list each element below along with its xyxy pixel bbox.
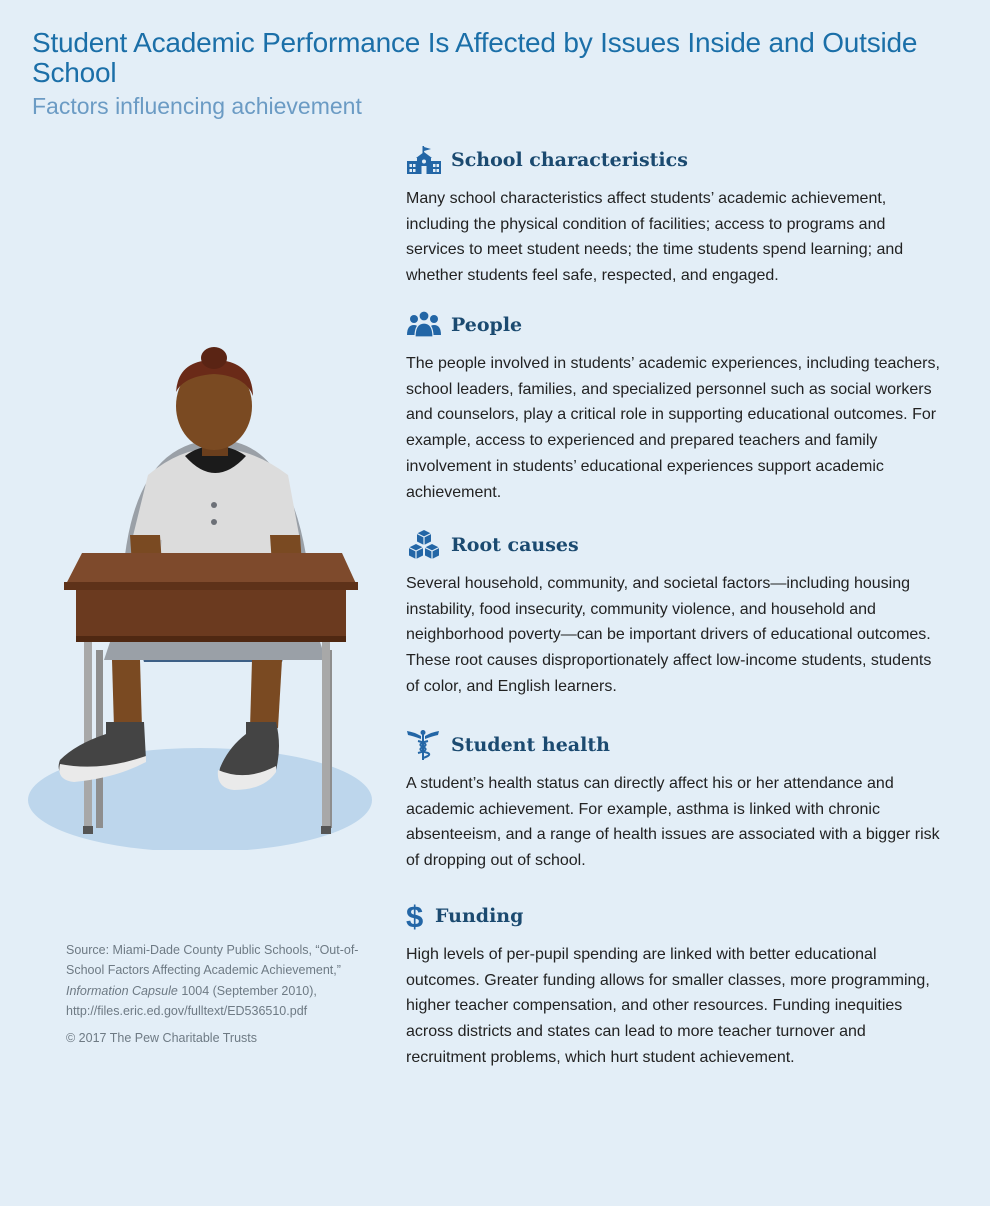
section-root-causes: [406, 529, 946, 700]
source-suffix: 1004 (September 2010), http://files.eric.ed.gov/fulltext/ED536510.pdf: [66, 983, 317, 1018]
source-note: [66, 940, 386, 1021]
page-title: Student Academic Performance Is Affected by Issues Inside and Outside School: [32, 27, 918, 88]
section-title: Root causes: [451, 534, 579, 556]
student-at-desk-illustration: [20, 330, 380, 855]
section-people: [406, 309, 946, 505]
section-body: A student’s health status can directly affect his or her attendance and academic achievement. For example, asthma is linked with chronic absenteeism, and a range of health issues are associated with a bigger risk of dropping out of school.: [406, 775, 940, 870]
dollar-sign-icon: [406, 900, 426, 932]
caduceus-icon: [406, 729, 442, 761]
section-title: Student health: [451, 734, 610, 756]
source-prefix: Source: Miami-Dade County Public Schools, “Out-of-School Factors Affecting Academic Achievement,”: [66, 943, 359, 978]
section-school-characteristics: [406, 144, 946, 289]
stacked-cubes-icon: [406, 529, 442, 561]
page-subtitle: Factors influencing achievement: [32, 93, 362, 119]
people-group-icon: [406, 309, 442, 341]
section-title: School characteristics: [451, 149, 688, 171]
section-student-health: [406, 729, 946, 874]
section-title: People: [451, 314, 523, 336]
source-publication: Information Capsule: [66, 983, 178, 998]
section-body: High levels of per-pupil spending are linked with better educational outcomes. Greater funding allows for smaller classes, more programming, higher teacher compensation, and other resources. Funding inequities across districts and states can lead to more teacher turnover and recruitment problems, which hurt student achievement.: [406, 946, 930, 1066]
section-body: The people involved in students’ academic experiences, including teachers, school leaders, families, and specialized personnel such as social workers and counselors, play a critical role in supporting educational outcomes. For example, access to experienced and prepared teachers and family involvement in students’ educational experiences support academic achievement.: [406, 355, 940, 501]
copyright: © 2017 The Pew Charitable Trusts: [66, 1031, 258, 1045]
school-building-icon: [406, 144, 442, 176]
section-funding: [406, 900, 946, 1071]
section-title: Funding: [435, 905, 524, 927]
section-body: Several household, community, and societal factors—including housing instability, food insecurity, community violence, and household and neighborhood poverty—can be important drivers of educational outcomes. These root causes disproportionately affect low-income students, students of color, and English learners.: [406, 575, 932, 695]
desk-box: [76, 590, 346, 640]
svg-text:$: $: [406, 900, 424, 932]
section-body: Many school characteristics affect students’ academic achievement, including the physical condition of facilities; access to programs and services to meet student needs; the time students spend learning; and whether students feel safe, respected, and engaged.: [406, 190, 904, 285]
